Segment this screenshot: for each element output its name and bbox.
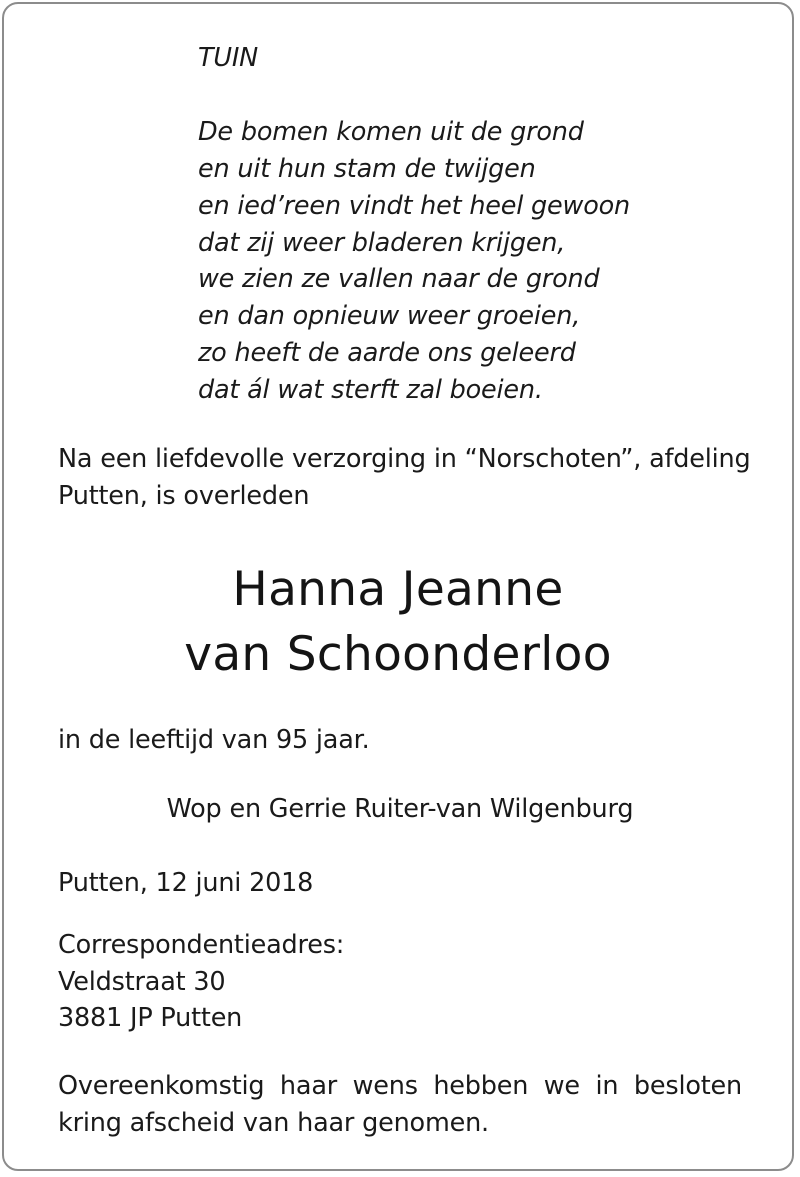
poem-line: en dan opnieuw weer groeien, xyxy=(198,301,581,332)
closing-text xyxy=(58,1068,742,1141)
age-text: in de leeftijd van 95 jaar. xyxy=(58,725,370,755)
intro-line-2: Putten, is overleden xyxy=(58,480,310,511)
address-label: Correspondentieadres: xyxy=(58,930,345,960)
address-street: Veldstraat 30 xyxy=(58,966,226,997)
poem-line: en uit hun stam de twijgen xyxy=(198,153,536,184)
poem-line: De bomen komen uit de grond xyxy=(198,116,584,147)
poem-line: dat zij weer bladeren krijgen, xyxy=(198,227,566,258)
poem xyxy=(198,40,630,409)
deceased-name-first: Hanna Jeanne xyxy=(232,562,564,617)
poem-line: dat ál wat sterft zal boeien. xyxy=(198,375,543,406)
poem-line: we zien ze vallen naar de grond xyxy=(198,264,600,295)
poem-line: zo heeft de aarde ons geleerd xyxy=(198,338,576,369)
place-date: Putten, 12 juni 2018 xyxy=(58,868,314,898)
poem-title: TUIN xyxy=(198,43,259,73)
closing-line-1: Overeenkomstig haar wens hebben we in besloten xyxy=(58,1071,742,1101)
deceased-name-last: van Schoonderloo xyxy=(184,627,612,682)
closing-line-2: kring afscheid van haar genomen. xyxy=(58,1107,489,1138)
poem-line: en ied’reen vindt het heel gewoon xyxy=(198,190,630,221)
intro-text xyxy=(58,441,751,514)
intro-line-1: Na een liefdevolle verzorging in “Norschoten”, afdeling xyxy=(58,444,751,474)
correspondence-address xyxy=(58,927,344,1037)
address-postal-city: 3881 JP Putten xyxy=(58,1003,243,1033)
relatives: Wop en Gerrie Ruiter-van Wilgenburg xyxy=(166,794,634,824)
